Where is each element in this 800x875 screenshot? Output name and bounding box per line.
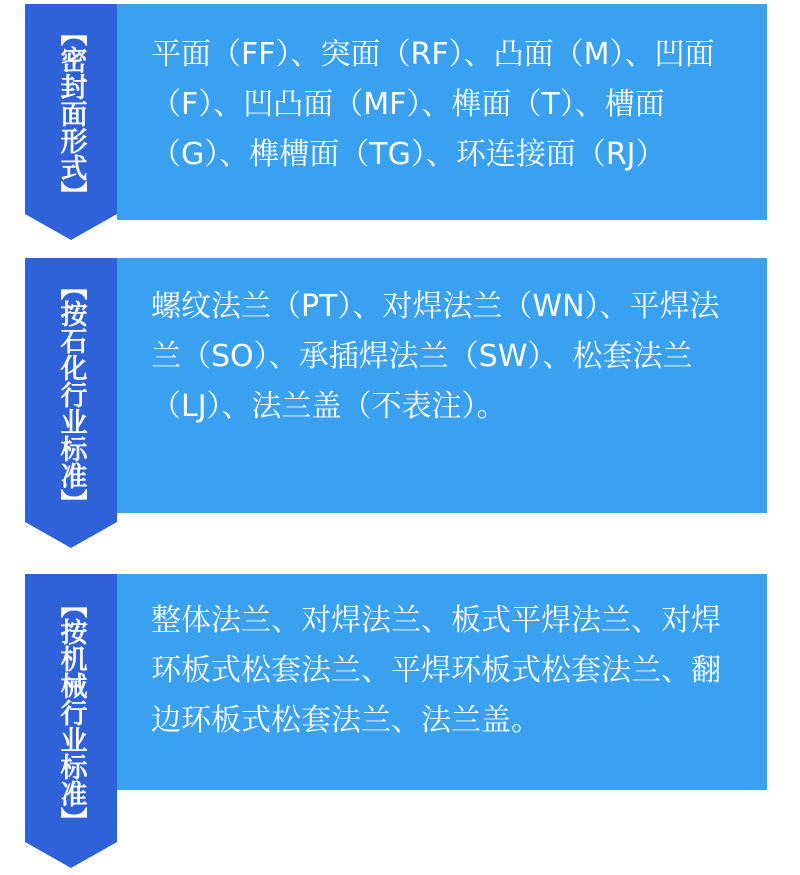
section-panel [117,4,767,220]
section-tag-label: 【按石化行业标准】 [55,272,87,516]
section-tag [25,258,117,522]
section-machinery-standard [0,574,800,872]
section-petrochemical-standard [0,258,800,553]
section-tag [25,574,117,842]
section-panel [117,574,767,790]
tag-arrow-icon [25,522,117,548]
section-panel [117,258,767,513]
section-body-text: 螺纹法兰（PT）、对焊法兰（WN）、平焊法兰（SO）、承插焊法兰（SW）、松套法兰（LJ）、法兰盖（不表注）。 [151,289,720,424]
section-tag-label: 【密封面形式】 [55,18,87,208]
tag-arrow-icon [25,842,117,868]
section-tag-label: 【按机械行业标准】 [55,590,87,834]
section-body-text: 平面（FF）、突面（RF）、凸面（M）、凹面（F）、凹凸面（MF）、榫面（T）、槽面（G）、榫槽面（TG）、环连接面（RJ） [151,37,715,172]
section-sealing-face [0,4,800,244]
section-tag [25,4,117,214]
section-body-text: 整体法兰、对焊法兰、板式平焊法兰、对焊环板式松套法兰、平焊环板式松套法兰、翻边环板式松套法兰、法兰盖。 [151,603,721,738]
tag-arrow-icon [25,214,117,240]
